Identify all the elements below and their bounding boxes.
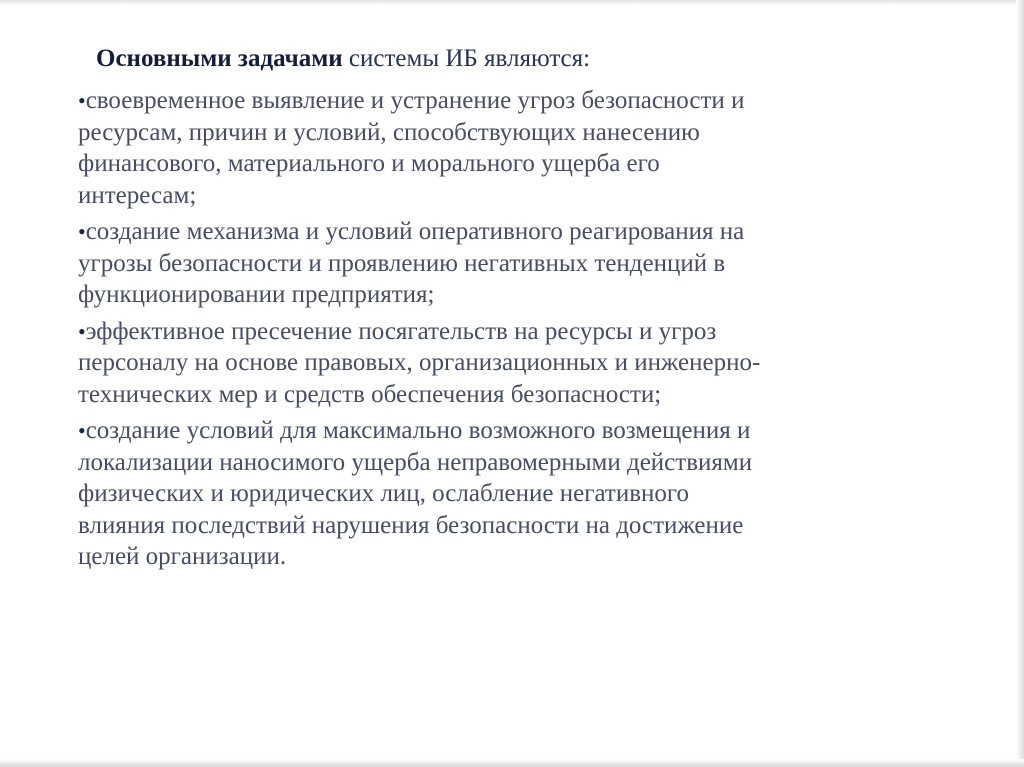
bullet-icon: • bbox=[78, 318, 86, 344]
task-line: угрозы безопасности и проявлению негативных тенденций в bbox=[78, 249, 726, 277]
task-line: финансового, материального и морального ущерба его bbox=[78, 150, 660, 177]
slide-top-edge bbox=[0, 0, 1024, 6]
task-item bbox=[78, 85, 996, 211]
task-line: персоналу на основе правовых, организационных и инженерно- bbox=[78, 349, 761, 376]
task-line: своевременное выявление и устранение угроз безопасности и bbox=[85, 87, 745, 114]
task-line: эффективное пресечение посягательств на ресурсы и угроз bbox=[85, 317, 717, 345]
task-line: физических и юридических лиц, ослабление негативного bbox=[78, 480, 690, 507]
task-line: локализации наносимого ущерба неправомерными действиями bbox=[78, 448, 753, 476]
slide-heading bbox=[96, 40, 996, 77]
task-line: интересам; bbox=[78, 181, 197, 209]
slide-right-edge bbox=[1016, 0, 1024, 767]
task-line: влияния последствий нарушения безопасности на достижение bbox=[78, 511, 744, 539]
task-line: целей организации. bbox=[78, 543, 287, 570]
slide-content bbox=[78, 40, 996, 578]
heading-bold-part: Основными задачами bbox=[96, 45, 343, 72]
slide-bottom-edge bbox=[0, 759, 1024, 767]
bullet-icon: • bbox=[78, 88, 86, 113]
task-item bbox=[78, 216, 996, 311]
bullet-icon: • bbox=[78, 219, 86, 244]
task-line: создание механизма и условий оперативного реагирования на bbox=[85, 218, 745, 245]
bullet-icon: • bbox=[78, 418, 86, 443]
task-item bbox=[78, 415, 996, 573]
task-item bbox=[78, 316, 996, 411]
task-line: ресурсам, причин и условий, способствующих нанесению bbox=[78, 118, 700, 146]
task-line: функционировании предприятия; bbox=[78, 281, 435, 308]
task-line: технических мер и средств обеспечения безопасности; bbox=[78, 380, 662, 408]
task-list bbox=[78, 85, 996, 573]
heading-rest: системы ИБ являются: bbox=[342, 45, 591, 72]
task-line: создание условий для максимально возможного возмещения и bbox=[85, 417, 751, 444]
